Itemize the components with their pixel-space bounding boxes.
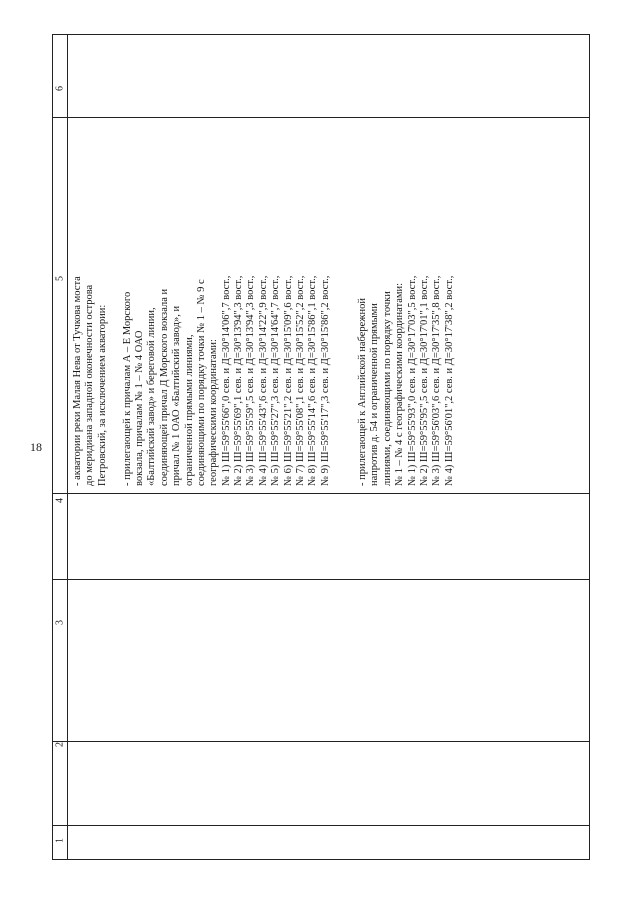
column-5-text (72, 276, 456, 486)
column-number-6: 6 (54, 86, 66, 91)
intro-line: - акватории реки Малая Нева от Тучкова моста (72, 276, 83, 486)
coordinate-line: № 4) Ш=59°55'43",6 сев. и Д=30°14'22",9 вост., (257, 275, 269, 486)
coordinate-line: № 3) Ш=59°56'03",6 сев. и Д=30°17'35",8 вост., (431, 275, 443, 486)
column-divider-4-3 (53, 579, 589, 580)
column-number-1: 1 (54, 838, 66, 843)
coordinate-line: № 3) Ш=59°55'59",5 сев. и Д=30°13'94",3 вост., (245, 275, 257, 486)
coordinate-line: № 2) Ш=59°55'69",1 сев. и Д=30°13'94",3 вост., (233, 275, 245, 486)
intro-line: Петровский, за исключением акватории: (96, 304, 108, 486)
coordinate-line: № 7) Ш=59°55'08",1 сев. и Д=30°15'52",2 вост., (295, 275, 307, 486)
block1-line: соединяющими по порядку точки № 1 – № 9 с (195, 279, 207, 486)
coordinate-line: № 1) Ш=59°55'93",0 сев. и Д=30°17'03",5 вост., (406, 275, 418, 486)
coordinate-line: № 4) Ш=59°56'01",2 сев. и Д=30°17'38",2 вост., (443, 275, 455, 486)
block1-line: географическими координатами: (208, 339, 220, 486)
column-number-5: 5 (54, 276, 66, 281)
column-divider-2-1 (53, 825, 589, 826)
block1-line: - прилегающей к причалам А – Е Морского (121, 291, 133, 486)
coordinate-line: № 1) Ш=59°55'66",0 сев. и Д=30°14'06",7 вост., (220, 275, 232, 486)
block1-line: причал № 1 ОАО «Балтийский завод», и (171, 305, 183, 486)
coordinate-line: № 5) Ш=59°55'27",3 сев. и Д=30°14'64",7 вост., (270, 275, 282, 486)
column-divider-6-5 (53, 117, 589, 118)
intro-line: до меридиана западной оконечности острова (84, 284, 96, 486)
coordinate-line: № 8) Ш=59°55'14",6 сев. и Д=30°15'86",1 вост., (307, 275, 319, 486)
block1-line: соединяющей причал Д Морского вокзала и (158, 288, 170, 486)
column-divider-5-4 (53, 493, 589, 494)
block2-line: напротив д. 54 и ограниченной прямыми (369, 303, 381, 486)
block1-line: вокзала, причалам № 1 – № 4 ОАО (133, 330, 145, 486)
block2-line: № 1 – № 4 с географическими координатами: (394, 282, 406, 486)
coordinate-line: № 2) Ш=59°55'95",5 сев. и Д=30°17'01",1 вост., (418, 275, 430, 486)
header-row-divider (67, 35, 68, 859)
column-number-3: 3 (54, 620, 66, 625)
block2-line: - прилегающей к Английской набережной (356, 297, 368, 486)
column-divider-3-2 (53, 741, 589, 742)
coordinate-line: № 6) Ш=59°55'21",2 сев. и Д=30°15'09",6 вост., (282, 275, 294, 486)
column-number-4: 4 (54, 498, 66, 503)
block2-line: линиями, соединяющими по порядку точки (381, 291, 393, 486)
page-number-text: 18 (30, 440, 42, 454)
page-number (30, 440, 42, 455)
coordinate-line: № 9) Ш=59°55'17",3 сев. и Д=30°15'86",2 вост., (319, 275, 331, 486)
block1-line: «Балтийский завод» и береговой линии, (146, 307, 158, 486)
column-number-2: 2 (54, 742, 66, 747)
block1-line: ограниченной прямыми линиями, (183, 334, 195, 486)
